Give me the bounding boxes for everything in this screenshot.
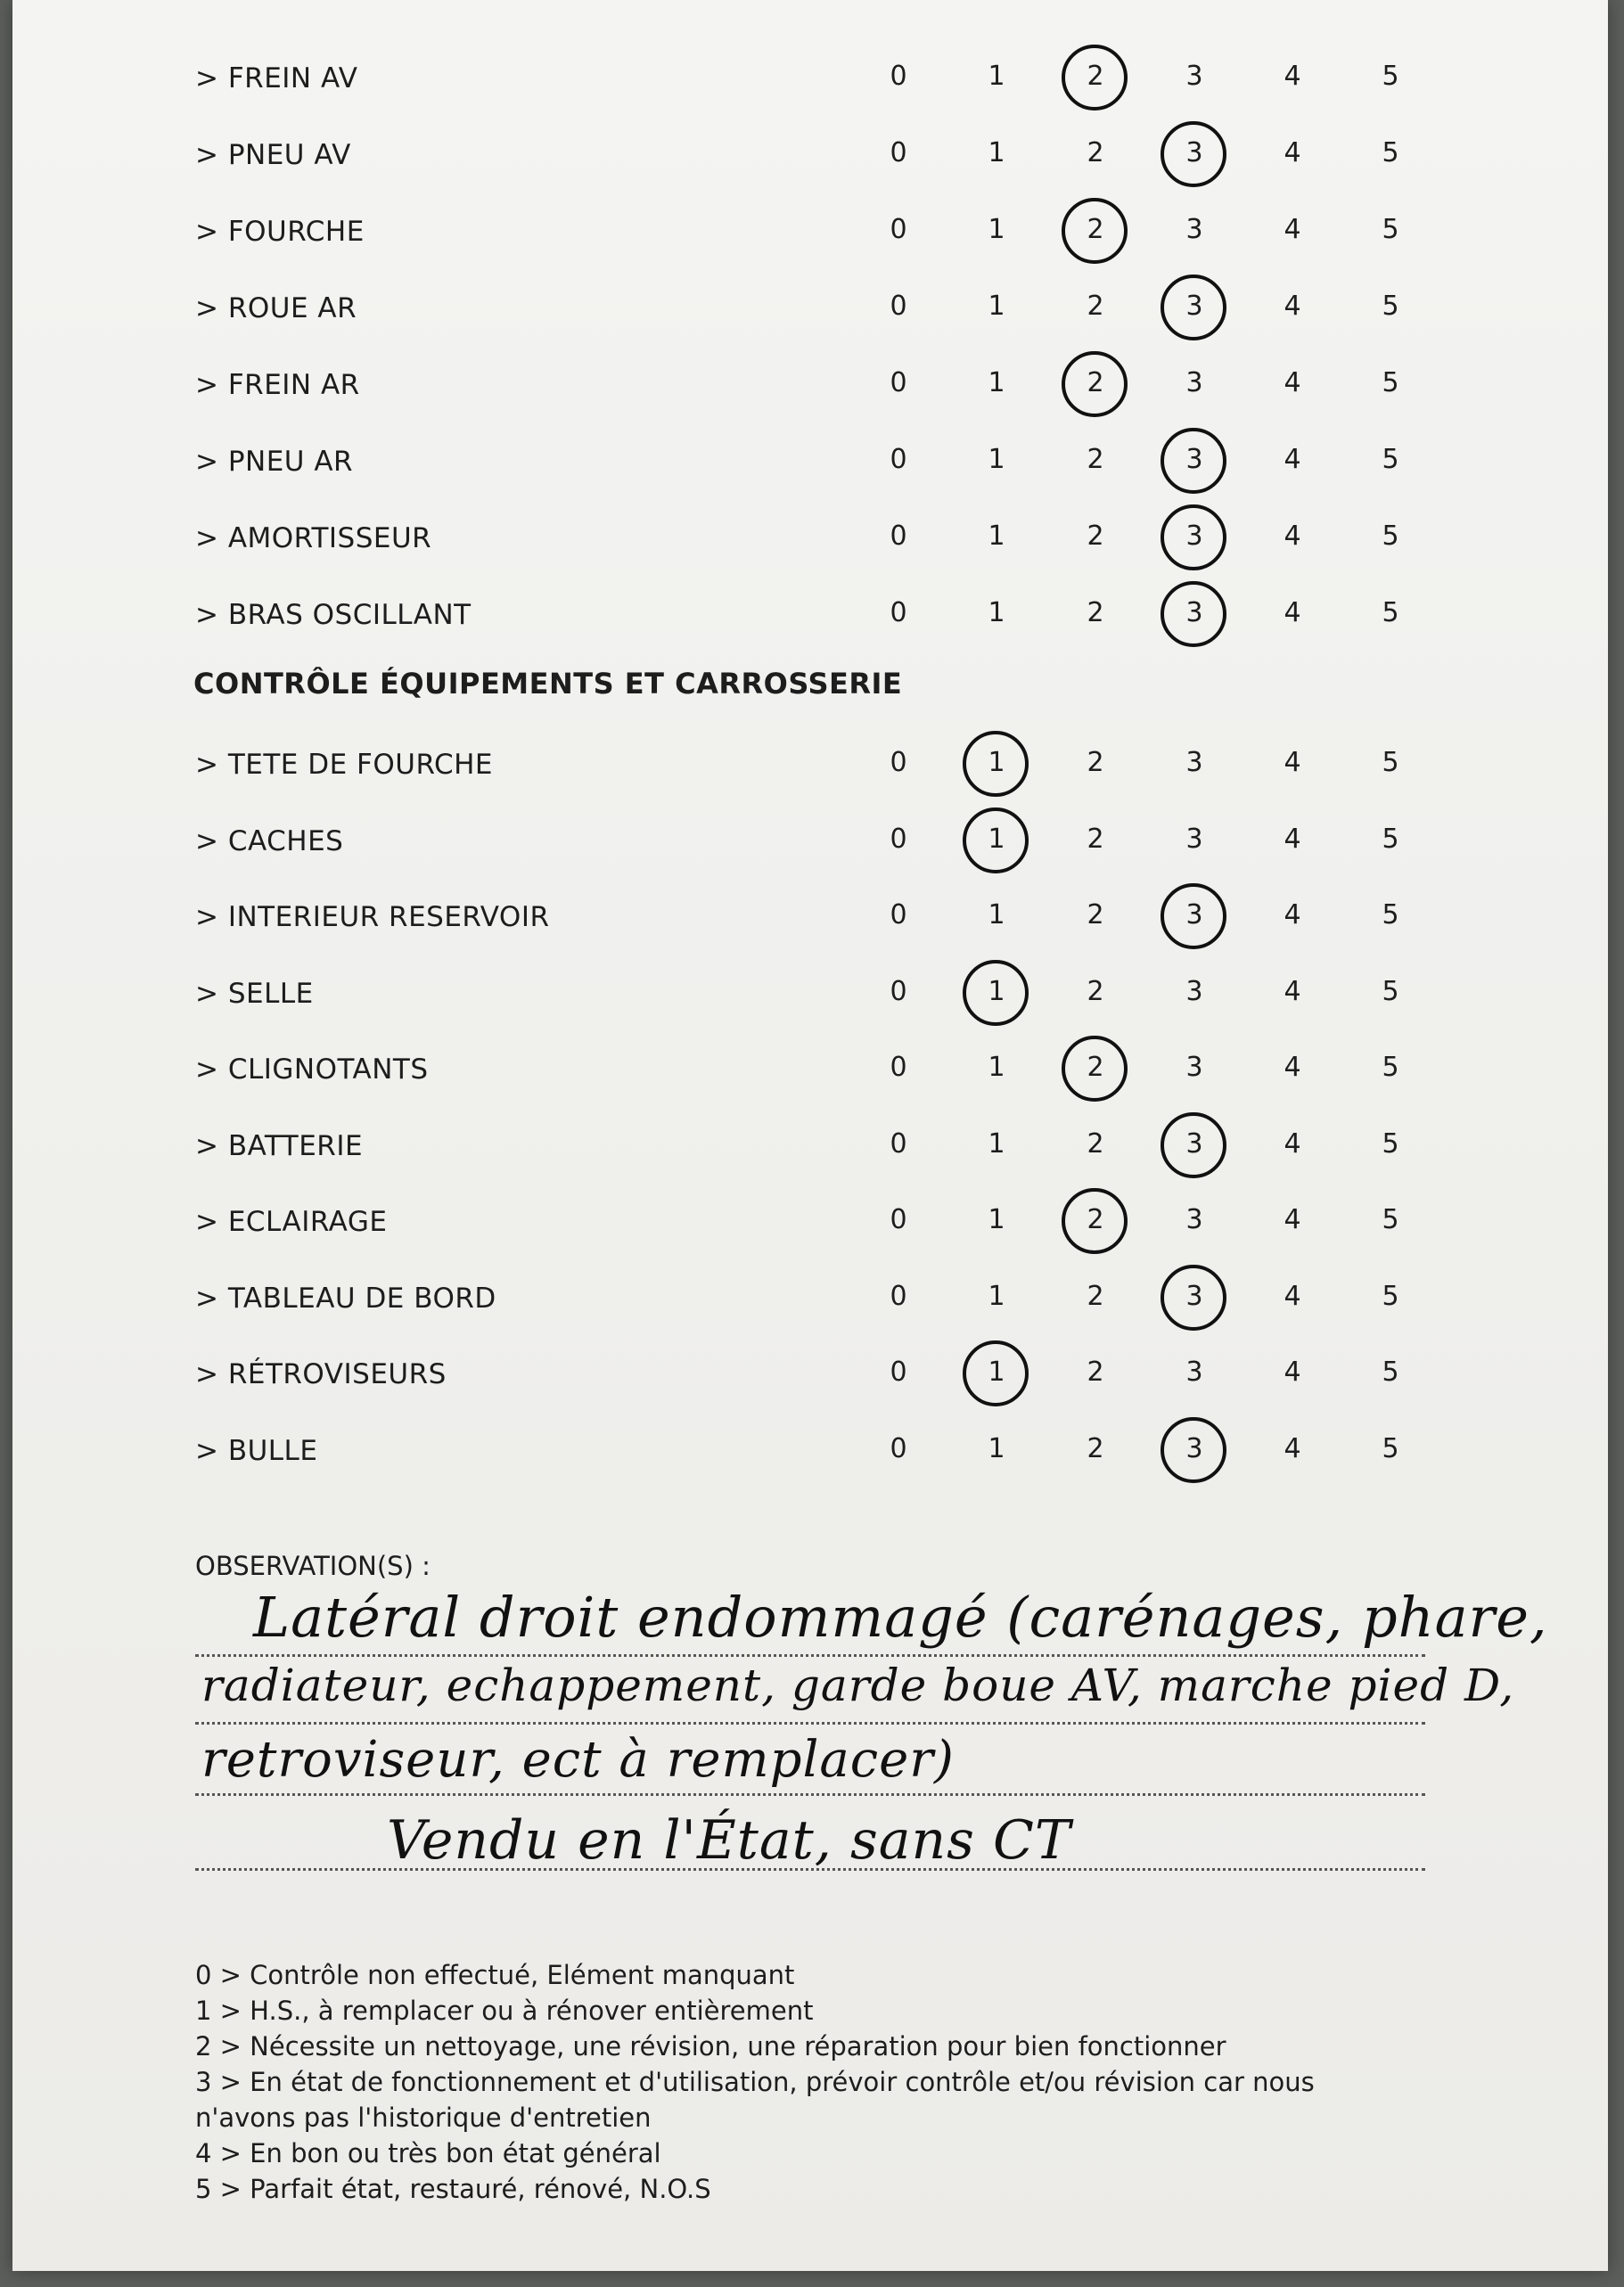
- score-option: 4: [1284, 597, 1301, 628]
- checklist-row: [12, 971, 1608, 1024]
- observation-line-3: [195, 1793, 1425, 1796]
- handwritten-line-3: retroviseur, ect à remplacer): [201, 1731, 955, 1789]
- checklist-row: [12, 1428, 1608, 1481]
- score-option: 0: [890, 1432, 907, 1464]
- checklist-row: [12, 1123, 1608, 1176]
- selected-score: 3: [1168, 597, 1221, 628]
- legend-item: 1 > H.S., à remplacer ou à rénover entièrement: [195, 1996, 814, 2026]
- score-option: 5: [1382, 367, 1399, 398]
- score-option: 3: [1185, 1357, 1203, 1388]
- score-option: 0: [890, 61, 907, 92]
- checklist-item-label: > BATTERIE: [195, 1129, 364, 1162]
- score-option: 1: [988, 444, 1005, 475]
- checklist-row: [12, 742, 1608, 795]
- inspection-sheet: [12, 0, 1608, 2271]
- observation-line-1: [195, 1654, 1425, 1657]
- checklist-item-label: > TETE DE FOURCHE: [195, 749, 493, 781]
- score-option: 5: [1382, 214, 1399, 245]
- observations-label: OBSERVATION(S) :: [195, 1551, 431, 1581]
- checklist-item-label: > BRAS OSCILLANT: [195, 599, 472, 631]
- score-option: 4: [1284, 521, 1301, 552]
- selected-score: 2: [1069, 61, 1122, 92]
- selected-score: 1: [970, 976, 1023, 1007]
- selected-score: 3: [1168, 1128, 1221, 1160]
- score-option: 3: [1185, 1052, 1203, 1083]
- selected-score: 1: [970, 747, 1023, 778]
- score-option: 1: [988, 137, 1005, 168]
- checklist-row: [12, 1351, 1608, 1405]
- score-option: 0: [890, 137, 907, 168]
- score-option: 2: [1087, 137, 1104, 168]
- checklist-item-label: > FOURCHE: [195, 216, 365, 248]
- score-option: 5: [1382, 975, 1399, 1007]
- score-option: 5: [1382, 1357, 1399, 1388]
- selected-score: 3: [1168, 1433, 1221, 1464]
- score-option: 1: [988, 1127, 1005, 1160]
- checklist-item-label: > RÉTROVISEURS: [195, 1358, 447, 1390]
- checklist-row: [12, 1275, 1608, 1329]
- score-option: 0: [890, 1052, 907, 1083]
- score-option: 4: [1284, 61, 1301, 92]
- score-option: 3: [1185, 214, 1203, 245]
- selected-score: 3: [1168, 137, 1221, 168]
- score-option: 2: [1087, 521, 1104, 552]
- score-option: 4: [1284, 1127, 1301, 1160]
- checklist-item-label: > ROUE AR: [195, 292, 357, 324]
- score-option: 3: [1185, 367, 1203, 398]
- score-option: 4: [1284, 1432, 1301, 1464]
- score-option: 0: [890, 1357, 907, 1388]
- score-option: 4: [1284, 137, 1301, 168]
- score-option: 0: [890, 597, 907, 628]
- handwritten-line-1: Latéral droit endommagé (carénages, phare,: [253, 1585, 1548, 1650]
- selected-score: 3: [1168, 521, 1221, 552]
- score-option: 5: [1382, 1127, 1399, 1160]
- score-option: 0: [890, 823, 907, 855]
- score-option: 1: [988, 61, 1005, 92]
- score-option: 0: [890, 1280, 907, 1312]
- handwritten-line-2: radiateur, echappement, garde boue AV, marche pied D,: [201, 1660, 1515, 1711]
- checklist-item-label: > AMORTISSEUR: [195, 522, 432, 554]
- score-option: 2: [1087, 1127, 1104, 1160]
- score-option: 3: [1185, 747, 1203, 778]
- score-option: 4: [1284, 899, 1301, 930]
- checklist-row: [12, 132, 1608, 185]
- checklist-row: [12, 285, 1608, 339]
- score-option: 4: [1284, 291, 1301, 322]
- score-option: 0: [890, 899, 907, 930]
- score-option: 0: [890, 1204, 907, 1235]
- score-option: 5: [1382, 1280, 1399, 1312]
- score-option: 1: [988, 214, 1005, 245]
- selected-score: 3: [1168, 899, 1221, 930]
- checklist-item-label: > PNEU AV: [195, 139, 351, 171]
- score-option: 0: [890, 291, 907, 322]
- checklist-item-label: > ECLAIRAGE: [195, 1206, 388, 1238]
- legend-item: 2 > Nécessite un nettoyage, une révision, une réparation pour bien fonctionner: [195, 2031, 1226, 2062]
- checklist-row: [12, 894, 1608, 947]
- selected-score: 3: [1168, 444, 1221, 475]
- score-option: 4: [1284, 975, 1301, 1007]
- checklist-row: [12, 1046, 1608, 1100]
- score-option: 5: [1382, 747, 1399, 778]
- score-option: 1: [988, 597, 1005, 628]
- selected-score: 2: [1069, 367, 1122, 398]
- checklist-item-label: > PNEU AR: [195, 446, 354, 478]
- score-option: 4: [1284, 823, 1301, 855]
- score-option: 2: [1087, 747, 1104, 778]
- legend-item: 5 > Parfait état, restauré, rénové, N.O.S: [195, 2174, 711, 2204]
- handwritten-line-4: Vendu en l'État, sans CT: [387, 1809, 1071, 1872]
- score-option: 4: [1284, 1280, 1301, 1312]
- score-option: 2: [1087, 823, 1104, 855]
- score-option: 5: [1382, 137, 1399, 168]
- score-option: 0: [890, 214, 907, 245]
- score-option: 1: [988, 1280, 1005, 1312]
- score-option: 1: [988, 521, 1005, 552]
- score-option: 5: [1382, 1432, 1399, 1464]
- checklist-row: [12, 1199, 1608, 1252]
- score-option: 1: [988, 1432, 1005, 1464]
- score-option: 2: [1087, 597, 1104, 628]
- score-option: 2: [1087, 1357, 1104, 1388]
- score-option: 0: [890, 367, 907, 398]
- score-option: 1: [988, 291, 1005, 322]
- score-option: 1: [988, 899, 1005, 930]
- score-option: 2: [1087, 444, 1104, 475]
- score-option: 1: [988, 1204, 1005, 1235]
- score-option: 4: [1284, 444, 1301, 475]
- score-option: 5: [1382, 61, 1399, 92]
- checklist-item-label: > FREIN AV: [195, 62, 358, 94]
- score-option: 3: [1185, 975, 1203, 1007]
- legend-item: n'avons pas l'historique d'entretien: [195, 2103, 652, 2133]
- score-option: 5: [1382, 521, 1399, 552]
- selected-score: 2: [1069, 1204, 1122, 1235]
- score-option: 4: [1284, 367, 1301, 398]
- checklist-item-label: > FREIN AR: [195, 369, 360, 401]
- observation-line-2: [195, 1722, 1425, 1725]
- selected-score: 3: [1168, 291, 1221, 322]
- score-option: 3: [1185, 1204, 1203, 1235]
- score-option: 4: [1284, 1052, 1301, 1083]
- score-option: 4: [1284, 1204, 1301, 1235]
- score-option: 0: [890, 747, 907, 778]
- score-option: 4: [1284, 747, 1301, 778]
- checklist-item-label: > CACHES: [195, 824, 344, 857]
- score-option: 4: [1284, 1357, 1301, 1388]
- score-option: 5: [1382, 444, 1399, 475]
- score-option: 5: [1382, 597, 1399, 628]
- score-option: 0: [890, 521, 907, 552]
- legend: [195, 1957, 1315, 2207]
- score-option: 4: [1284, 214, 1301, 245]
- score-option: 5: [1382, 1204, 1399, 1235]
- checklist-item-label: > TABLEAU DE BORD: [195, 1282, 496, 1315]
- score-option: 3: [1185, 823, 1203, 855]
- score-option: 2: [1087, 1280, 1104, 1312]
- score-option: 0: [890, 975, 907, 1007]
- checklist-row: [12, 818, 1608, 872]
- checklist-row: [12, 209, 1608, 262]
- legend-item: 0 > Contrôle non effectué, Elément manquant: [195, 1960, 795, 1990]
- score-option: 3: [1185, 61, 1203, 92]
- score-option: 5: [1382, 291, 1399, 322]
- score-option: 0: [890, 1127, 907, 1160]
- selected-score: 1: [970, 1357, 1023, 1388]
- selected-score: 2: [1069, 1052, 1122, 1083]
- section-title-equipment: CONTRÔLE ÉQUIPEMENTS ET CARROSSERIE: [193, 667, 903, 701]
- score-option: 2: [1087, 899, 1104, 930]
- score-option: 2: [1087, 975, 1104, 1007]
- legend-item: 4 > En bon ou très bon état général: [195, 2138, 661, 2168]
- checklist-row: [12, 55, 1608, 109]
- score-option: 5: [1382, 1052, 1399, 1083]
- score-option: 1: [988, 1052, 1005, 1083]
- legend-item: 3 > En état de fonctionnement et d'utilisation, prévoir contrôle et/ou révision car nous: [195, 2067, 1315, 2097]
- checklist-item-label: > BULLE: [195, 1434, 318, 1467]
- score-option: 5: [1382, 899, 1399, 930]
- checklist-row: [12, 362, 1608, 415]
- checklist-item-label: > SELLE: [195, 977, 314, 1010]
- checklist-row: [12, 439, 1608, 492]
- selected-score: 1: [970, 824, 1023, 855]
- score-option: 1: [988, 367, 1005, 398]
- score-option: 0: [890, 444, 907, 475]
- checklist-item-label: > INTERIEUR RESERVOIR: [195, 901, 550, 933]
- score-option: 5: [1382, 823, 1399, 855]
- score-option: 2: [1087, 291, 1104, 322]
- checklist-row: [12, 515, 1608, 569]
- checklist-item-label: > CLIGNOTANTS: [195, 1053, 429, 1086]
- score-option: 2: [1087, 1432, 1104, 1464]
- checklist-row: [12, 592, 1608, 645]
- selected-score: 3: [1168, 1281, 1221, 1312]
- selected-score: 2: [1069, 214, 1122, 245]
